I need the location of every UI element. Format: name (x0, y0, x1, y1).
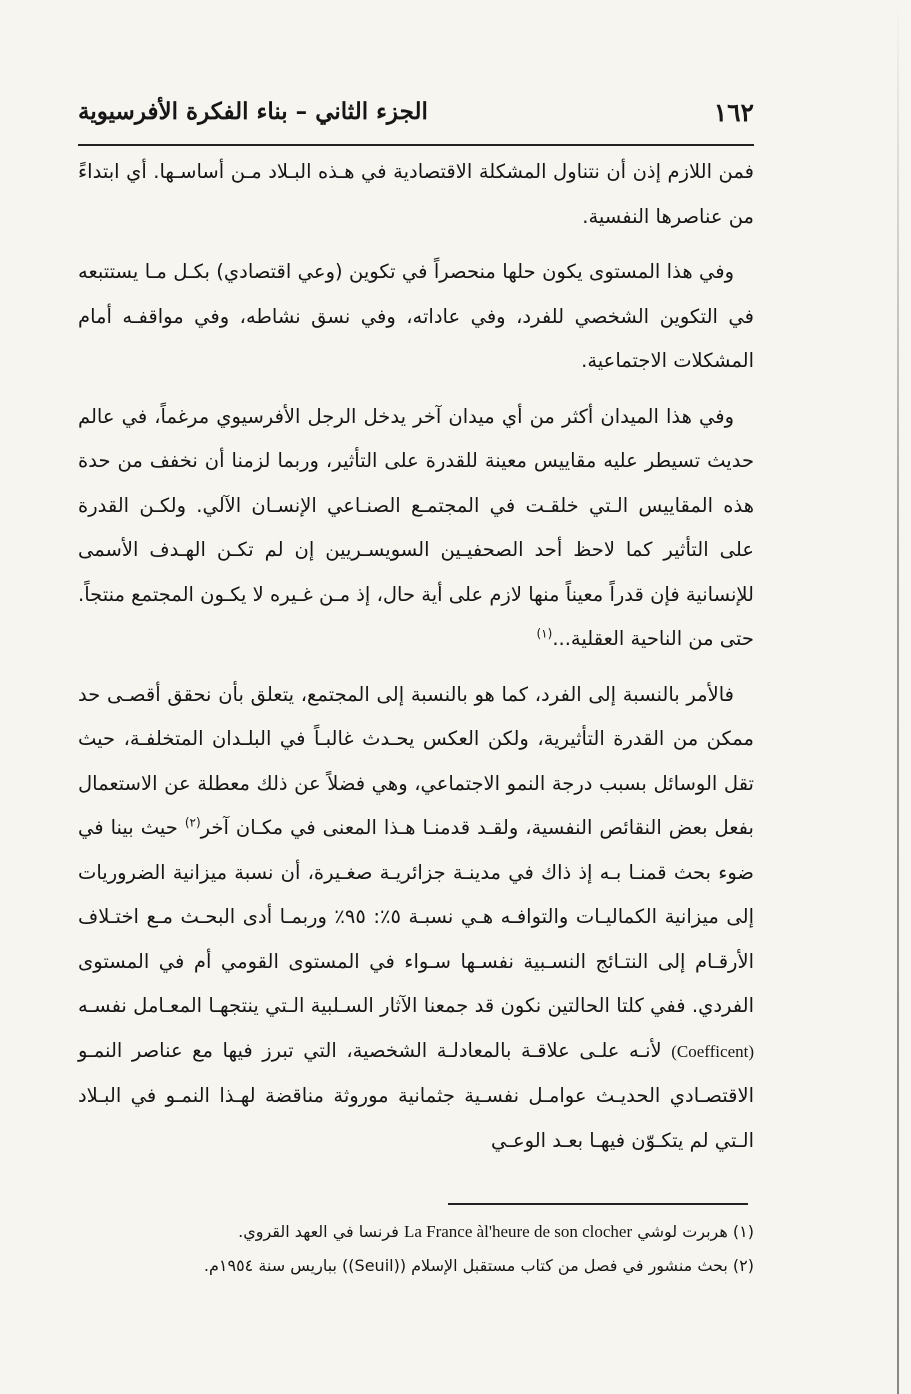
paragraph-3-text: وفي هذا الميدان أكثر من أي ميدان آخر يدخل الرجل الأفرسيوي مرغماً، في عالم حديث تسيطر عليه مقاييس معينة للقدرة على التأثير، وربما لزمنا أن نخفف من حدة هذه المقاييس الـتي خلقـت في المجتمـع الصنـاعي الإنسـان الآلي. ولكـن القدرة على التأثير كما لاحظ أحد الصحفيـين السويسـريين إن لم تكـن الهـدف الأسمى للإنسانية فإن قدراً معيناً منها لازم على أية حال، إذ مـن غـيره لا يكـون المجتمع منتجاً. حتى من الناحية العقلية... (78, 404, 754, 650)
body-text (78, 150, 754, 1174)
page-number: ١٦٢ (713, 98, 754, 127)
footnote-1-marker: (١) (732, 1222, 754, 1241)
footnote-2-marker: (٢) (732, 1256, 754, 1275)
footnote-2-text: بحث منشور في فصل من كتاب مستقبل الإسلام ((Seuil)) بباريس سنة ١٩٥٤م. (203, 1256, 728, 1275)
latin-term-coefficient: (Coefficent) (671, 1041, 754, 1061)
paragraph-4-text-before: فالأمر بالنسبة إلى الفرد، كما هو بالنسبة إلى المجتمع، يتعلق بأن نحقق أقصـى حد ممكن من القدرة التأثيرية، ولكن العكس يحـدث غالبـاً في البلـدان المتخلفـة، حيث تقل الوسائل بسبب درجة النمو الاجتماعي، وهي فضلاً عن ذلك معطلة عن الاستعمال بفعل بعض النقائص النفسية، ولقـد قدمنـا هـذا المعنى في مكـان آخر (78, 682, 754, 839)
footnote-2 (78, 1249, 754, 1283)
footnote-ref-1: (١) (536, 626, 553, 641)
footnote-1 (78, 1215, 754, 1249)
page-header (78, 98, 754, 142)
paragraph-3 (78, 395, 754, 662)
paragraph-4 (78, 673, 754, 1164)
paragraph-4-text-middle: حيث بينا في ضوء بحث قمنـا بـه إذ ذاك في مدينـة جزائريـة صغـيرة، أن نسبة ميزانية الضروريات إلى ميزانية الكماليـات والتوافـه هـي نسبـة ٥٪: ٩٥٪ وربمـا أدى البحـث مـع اختـلاف الأرقـام إلى النتـائج النسـبية نفسـها سـواء في المستوى القومي أم في المستوى الفردي. ففي كلتا الحالتين نكون قد جمعنا الآثار السـلبية الـتي ينتجهـا المعـامل نفسـه (78, 816, 754, 1017)
paragraph-4-text-after: لأنـه علـى علاقـة بالمعادلـة الشخصية، التي تبرز فيها مع عناصر النمـو الاقتصـادي الحديـث عوامـل نفسـية جثمانية موروثة مناقضة لهـذا النمـو في البـلاد الـتي لم يتكـوّن فيهـا بعـد الوعـي (78, 1038, 754, 1152)
footnote-1-latin: La France àl'heure de son clocher (403, 1222, 633, 1241)
footnote-rule (448, 1203, 748, 1205)
footnotes (78, 1215, 754, 1283)
header-rule (78, 144, 754, 146)
paragraph-1-text: فمن اللازم إذن أن نتناول المشكلة الاقتصادية في هـذه البـلاد مـن أساسـها. أي ابتداءً من عناصرها النفسية. (78, 160, 754, 228)
paragraph-1 (78, 150, 754, 239)
scan-edge-shadow (897, 0, 899, 1394)
running-title: الجزء الثاني – بناء الفكرة الأفرسيوية (78, 98, 428, 125)
paragraph-2-text: وفي هذا المستوى يكون حلها منحصراً في تكوين (وعي اقتصادي) بكـل مـا يستتبعه في التكوين الشخصي للفرد، وفي عاداته، وفي نسق نشاطه، وفي مواقفـه أمام المشكلات الاجتماعية. (78, 260, 754, 372)
footnote-1-text-after: فرنسا في العهد القروي. (238, 1222, 404, 1241)
footnote-1-text-before: هربرت لوشي (632, 1222, 728, 1241)
paragraph-2 (78, 250, 754, 384)
footnote-ref-2: (٢) (184, 815, 201, 830)
